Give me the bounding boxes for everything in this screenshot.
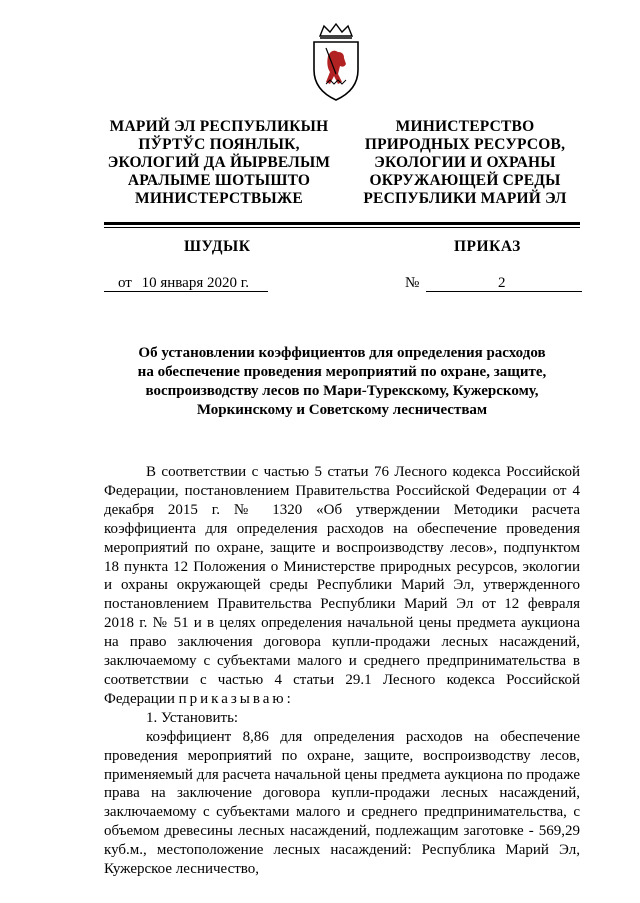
body-paragraph: коэффициент 8,86 для определения расходов на обеспечение проведения мероприятий по охране, защите, воспроизводству лесов, применяемый для расчета начальной цены предмета аукциона по продаже права на заключение договора купли-продажи лесных насаждений, заключаемому с субъектами малого и среднего предпринимательства, с объемом древесины лесных насаждений, подлежащим заготовке - 569,29 куб.м., местоположение лесных насаждений: Республика Марий Эл, Кужерское лесничество, <box>104 728 580 878</box>
number-underline <box>426 291 582 292</box>
doc-type-russian: ПРИКАЗ <box>454 238 521 255</box>
date-value: 10 января 2020 г. <box>141 275 249 291</box>
header-divider-thick <box>104 222 580 225</box>
body-item: 1. Установить: <box>146 709 239 726</box>
body-paragraph-text: В соответствии с частью 5 статьи 76 Лесного кодекса Российской Федерации, постановлением Правительства Российской Федерации от 4 декабря 2015 г. № 1320 «Об утверждении Методики расчета коэффициента для определения расходов на обеспечение проведения мероприятий по охране, защите и воспроизводству лесов», подпунктом 18 пункта 12 Положения о Министерстве природных ресурсов, экологии и охраны окружающей среды Республики Марий Эл, утвержденного постановлением Правительства Республики Марий Эл от 12 февраля 2018 г. № 51 и в целях определения начальной цены предмета аукциона на право заключения договора купли-продажи лесных насаждений, заключаемому с субъектами малого и среднего предпринимательства в соответствии с частью 4 статьи 29.1 Лесного кодекса Российской Федерации <box>104 464 580 707</box>
header-ministry-russian-name: МИНИСТЕРСТВО ПРИРОДНЫХ РЕСУРСОВ, ЭКОЛОГИИ И ОХРАНЫ ОКРУЖАЮЩЕЙ СРЕДЫ РЕСПУБЛИКИ МАРИЙ ЭЛ <box>363 118 567 207</box>
number-value: 2 <box>498 275 506 291</box>
document-title: Об установлении коэффициентов для определения расходов на обеспечение проведения мероприятий по охране, защите, воспроизводству лесов по Мари-Турекскому, Кужерскому, Моркинскому и Советскому лесничествам <box>137 345 547 418</box>
order-word: приказываю: <box>178 690 294 707</box>
header-ministry-mari-name: МАРИЙ ЭЛ РЕСПУБЛИКЫН ПЎРТЎС ПОЯНЛЫК, ЭКОЛОГИЙ ДА ЙЫРВЕЛЫМ АРАЛЫМЕ ШОТЫШТО МИНИСТЕРСТВЫЖЕ <box>107 118 331 207</box>
document-body <box>104 463 580 879</box>
date-field <box>104 275 274 292</box>
body-paragraph <box>104 463 580 709</box>
coat-of-arms-icon <box>306 22 366 104</box>
date-underline <box>104 291 268 292</box>
date-prefix: от <box>118 275 132 291</box>
header-divider-thin <box>104 227 580 228</box>
number-label: № <box>405 275 420 291</box>
doc-type-mari: ШУДЫК <box>184 238 251 255</box>
